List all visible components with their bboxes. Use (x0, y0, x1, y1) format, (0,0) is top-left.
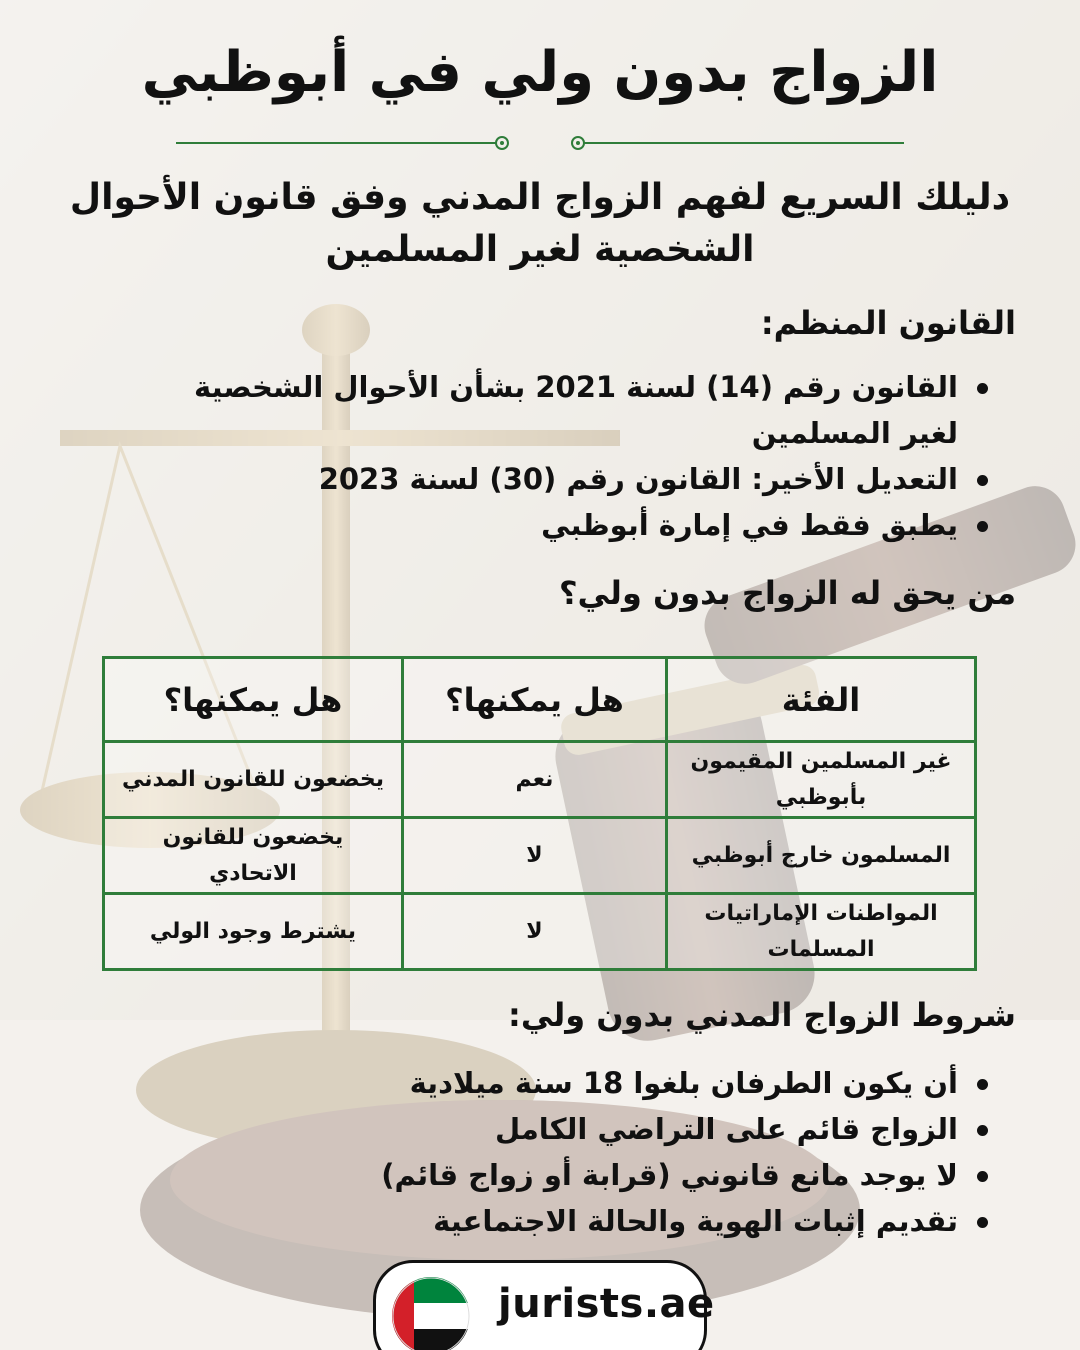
column-header-note: هل يمكنها؟ (104, 658, 403, 742)
list-item: التعديل الأخير: القانون رقم (30) لسنة 2023 (188, 456, 988, 502)
list-item: تقديم إثبات الهوية والحالة الاجتماعية (148, 1198, 988, 1244)
list-item: أن يكون الطرفان بلغوا 18 سنة ميلادية (148, 1060, 988, 1106)
list-item: لا يوجد مانع قانوني (قرابة أو زواج قائم) (148, 1152, 988, 1198)
table-cell: المسلمون خارج أبوظبي (667, 818, 976, 894)
table-cell: لا (402, 818, 666, 894)
uae-flag-icon (392, 1277, 470, 1350)
eligibility-table (102, 656, 977, 971)
table-row (104, 742, 976, 818)
table-cell: نعم (402, 742, 666, 818)
table-row (104, 818, 976, 894)
brand-name: jurists.ae (498, 1281, 715, 1327)
law-list (188, 364, 988, 548)
law-section-heading: القانون المنظم: (760, 304, 1016, 342)
brand-badge[interactable] (373, 1260, 715, 1350)
table-cell: يخضعون للقانون المدني (104, 742, 403, 818)
column-header-can: هل يمكنها؟ (402, 658, 666, 742)
conditions-section-heading: شروط الزواج المدني بدون ولي: (508, 996, 1016, 1034)
table-cell: المواطنات الإماراتيات المسلمات (667, 894, 976, 970)
conditions-list (148, 1060, 988, 1244)
list-item: القانون رقم (14) لسنة 2021 بشأن الأحوال الشخصية لغير المسلمين (188, 364, 988, 456)
page-title: الزواج بدون ولي في أبوظبي (141, 40, 939, 105)
table-cell: يشترط وجود الولي (104, 894, 403, 970)
table-row (104, 894, 976, 970)
table-cell: غير المسلمين المقيمون بأبوظبي (667, 742, 976, 818)
eligibility-section-heading: من يحق له الزواج بدون ولي؟ (558, 574, 1016, 612)
table-cell: يخضعون للقانون الاتحادي (104, 818, 403, 894)
list-item: يطبق فقط في إمارة أبوظبي (188, 502, 988, 548)
table-header-row (104, 658, 976, 742)
page-subtitle: دليلك السريع لفهم الزواج المدني وفق قانون الأحوال الشخصية لغير المسلمين (69, 177, 1011, 270)
column-header-category: الفئة (667, 658, 976, 742)
table-cell: لا (402, 894, 666, 970)
list-item: الزواج قائم على التراضي الكامل (148, 1106, 988, 1152)
title-divider (176, 130, 904, 156)
